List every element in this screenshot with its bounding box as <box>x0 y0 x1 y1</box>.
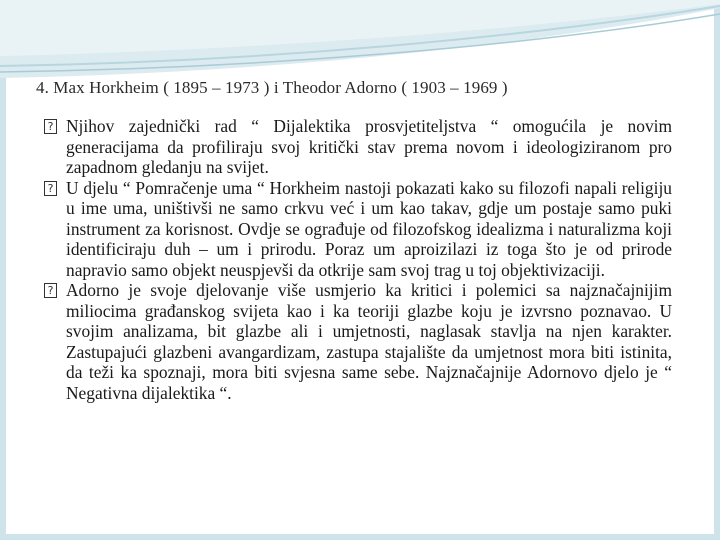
missing-glyph-box-icon: ? <box>44 181 57 196</box>
missing-glyph-box-icon: ? <box>44 119 57 134</box>
bullet-text: Adorno je svoje djelovanje više usmjerio ka kritici i polemici sa najznačajnijim miliocima građanskog svijeta kao i ka teoriji glazbe koju je izvrsno poznavao. U svojim analizama, bit glazbe ali i umjetnosti, naglasak stavlja na njen karakter. Zastupajući glazbeni avangardizam, zastupa stajalište da umjetnost mora biti istinita, da teži ka spoznaji, mora biti svjesna same sebe. Najznačajnije Adornovo djelo je “ Negativna dijalektika “. <box>66 280 672 403</box>
bullet-item <box>42 178 672 281</box>
slide-content <box>42 116 672 403</box>
top-wave-band <box>0 0 720 90</box>
bullet-item <box>42 280 672 403</box>
missing-glyph-box-icon: ? <box>44 283 57 298</box>
bullet-text: U djelu “ Pomračenje uma “ Horkheim nastoji pokazati kako su filozofi napali religiju u ime uma, uništivši ne samo crkvu već i um kao takav, gdje um postaje samo puki instrument za korisnost. Ovdje se ograđuje od filozofskog idealizma i naturalizma koji identificiraju duh – um i prirodu. Poraz um aproizilazi iz toga što je od prirode napravio samo objekt neuspjevši da otkrije sam svoj trag u toj objektivizaciji. <box>66 177 672 280</box>
bullet-text: Njihov zajednički rad “ Dijalektika prosvjetiteljstva “ omogućila je novim generacijama da profiliraju svoj kritički stav prema novom i ideologiziranom pro zapadnom gledanju na svijet. <box>66 116 672 177</box>
bullet-item <box>42 116 672 178</box>
slide-title: 4. Max Horkheim ( 1895 – 1973 ) i Theodor Adorno ( 1903 – 1969 ) <box>36 78 508 97</box>
